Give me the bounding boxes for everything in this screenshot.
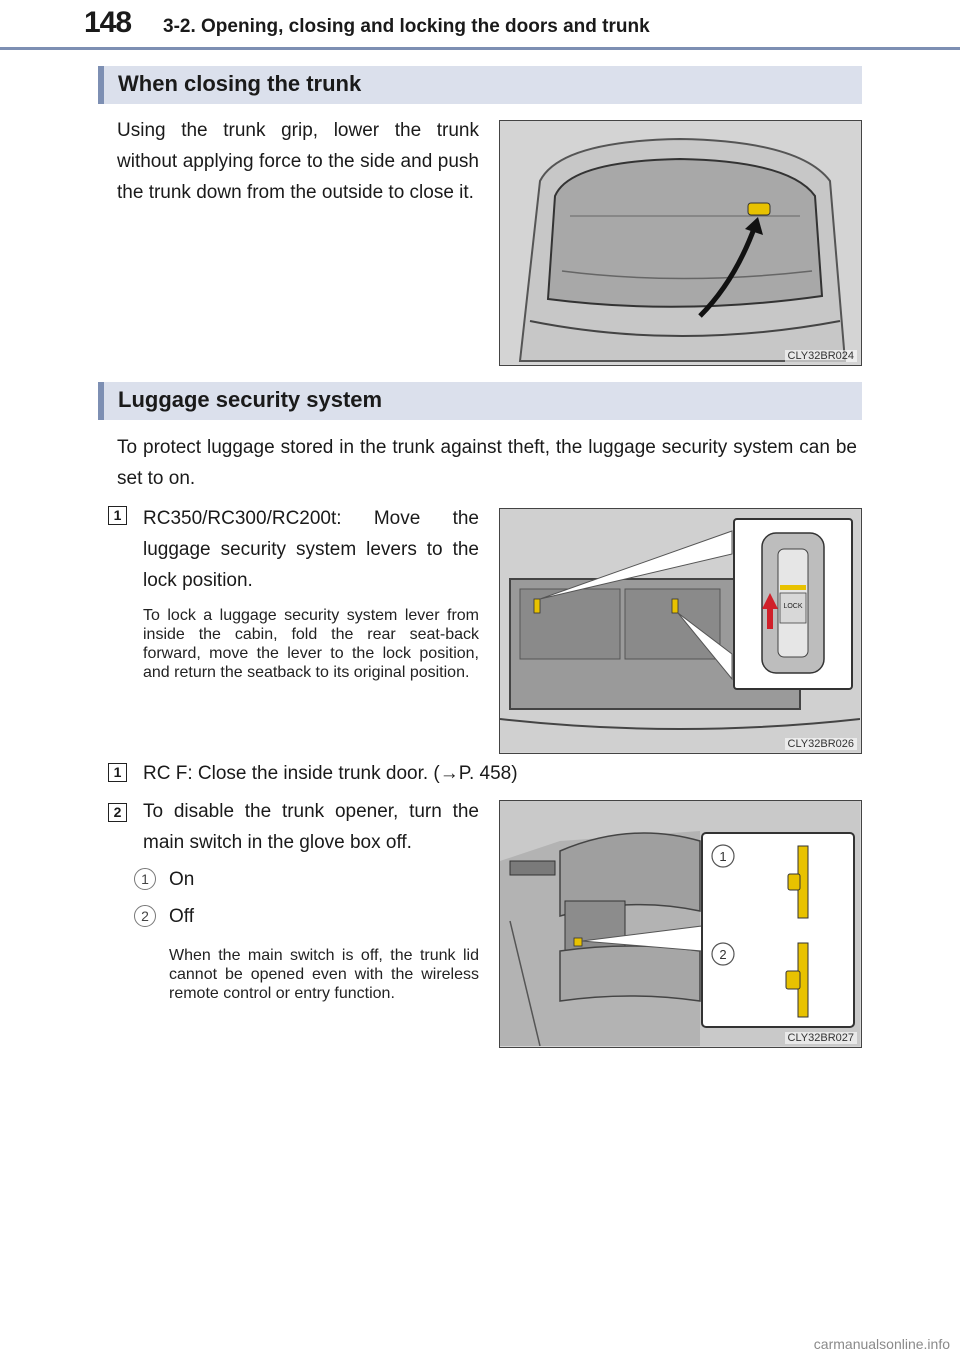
rc-step-note: To lock a luggage security system lever from inside the cabin, fold the rear seat-back forward, move the lever to the lock position, and return the seatback to its original position. <box>143 607 479 681</box>
page-number: 148 <box>84 6 132 39</box>
figure-code: CLY32BR026 <box>785 738 857 750</box>
header-rule <box>0 47 960 50</box>
trunk-lid-illustration <box>500 121 860 364</box>
figure-marker: 1 <box>719 849 727 864</box>
figure-code: CLY32BR027 <box>785 1032 857 1044</box>
lock-label: LOCK <box>783 603 803 610</box>
watermark: carmanualsonline.info <box>813 1336 950 1352</box>
section-title: Luggage security system <box>118 387 383 412</box>
figure-code: CLY32BR024 <box>785 350 857 362</box>
rcf-step2-instructions: To disable the trunk opener, turn the main switch in the glove box off. <box>143 801 479 853</box>
trunk-interior-illustration <box>500 509 860 752</box>
section-heading-closing <box>98 66 862 104</box>
section-title: When closing the trunk <box>118 71 362 96</box>
trunk-closing-figure <box>499 120 862 366</box>
item-label-off: Off <box>169 906 194 927</box>
item-label-on: On <box>169 869 195 890</box>
section-heading-luggage <box>98 382 862 420</box>
running-title: 3-2. Opening, closing and locking the doors and trunk <box>163 16 650 37</box>
item-marker: 2 <box>134 905 156 927</box>
rcf-step2-note: When the main switch is off, the trunk lid cannot be opened even with the wireless remote control or entry function. <box>169 947 479 1002</box>
step-number-box: 1 <box>108 506 127 525</box>
closing-instructions: Using the trunk grip, lower the trunk without applying force to the side and push the trunk down from the outside to close it. <box>117 120 479 203</box>
rcf-step1-instructions: RC F: Close the inside trunk door. (→P. 458) <box>143 763 518 784</box>
glove-box-illustration <box>500 801 860 1046</box>
item-marker: 1 <box>134 868 156 890</box>
luggage-intro: To protect luggage stored in the trunk against theft, the luggage security system can be set to on. <box>117 437 857 489</box>
figure-marker: 2 <box>719 947 727 962</box>
glove-box-switch-figure <box>499 800 862 1048</box>
step-number-box: 1 <box>108 763 127 782</box>
luggage-lever-figure <box>499 508 862 754</box>
step-number-box: 2 <box>108 803 127 822</box>
rc-step-instructions: RC350/RC300/RC200t: Move the luggage security system levers to the lock position. <box>143 508 479 591</box>
